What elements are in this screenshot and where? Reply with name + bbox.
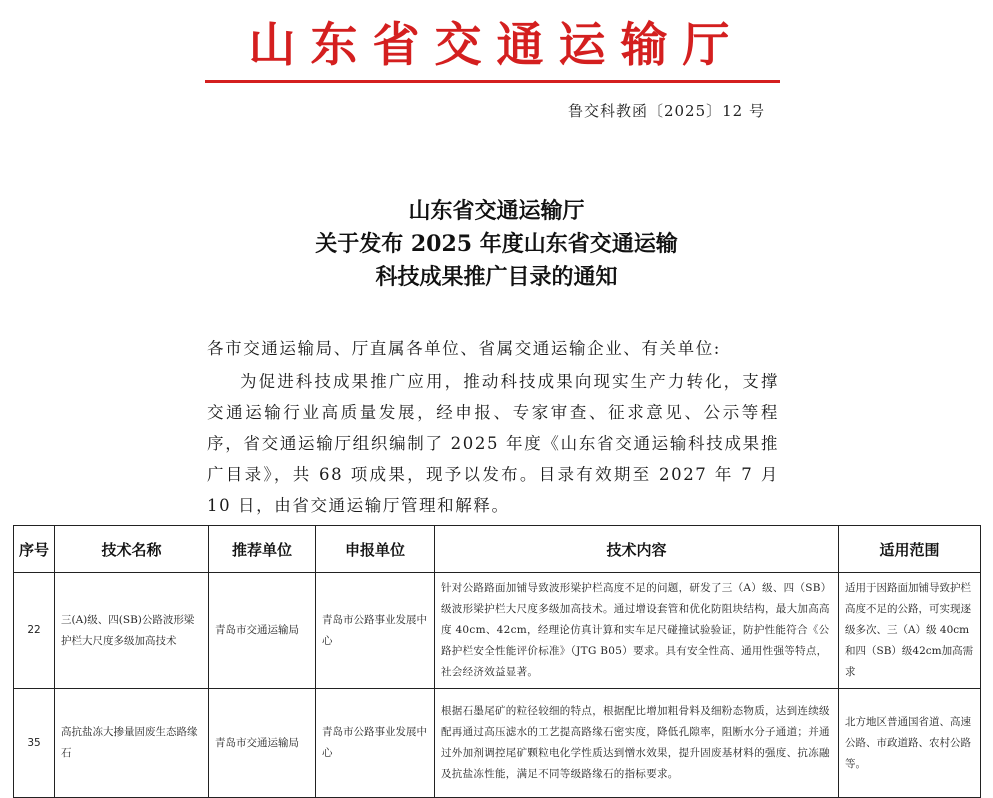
row-scope: 适用于因路面加铺导致护栏高度不足的公路，可实现逐级多次、三（A）级 40cm和四（SB）级42cm加高需求 bbox=[839, 573, 981, 689]
table-row bbox=[14, 573, 981, 689]
letterhead: 山东省交通运输厅 bbox=[248, 18, 745, 73]
row-recommender: 青岛市交通运输局 bbox=[209, 689, 316, 798]
table-row bbox=[14, 689, 981, 798]
header-recommender: 推荐单位 bbox=[209, 526, 316, 573]
row-index: 35 bbox=[14, 689, 55, 798]
catalog-table bbox=[13, 525, 981, 798]
header-tech-content: 技术内容 bbox=[435, 526, 839, 573]
row-tech-content: 根据石墨尾矿的粒径较细的特点，根据配比增加粗骨料及细粉态物质，达到连续级配再通过高压滤水的工艺提高路缘石密实度，降低孔隙率，阻断水分子通道；并通过外加剂调控尾矿颗粒电化学性质达到憎水效果，提升固废基材料的强度、抗冻融及抗盐冻性能，满足不同等级路缘石的指标要求。 bbox=[435, 689, 839, 798]
table-header-row bbox=[14, 526, 981, 573]
header-index: 序号 bbox=[14, 526, 55, 573]
row-index: 22 bbox=[14, 573, 55, 689]
header-applicant: 申报单位 bbox=[316, 526, 435, 573]
row-scope: 北方地区普通国省道、高速公路、市政道路、农村公路等。 bbox=[839, 689, 981, 798]
row-recommender: 青岛市交通运输局 bbox=[209, 573, 316, 689]
red-divider-line bbox=[205, 80, 780, 83]
document-number: 鲁交科教函〔2025〕12 号 bbox=[567, 102, 765, 120]
header-scope: 适用范围 bbox=[839, 526, 981, 573]
row-tech-content: 针对公路路面加铺导致波形梁护栏高度不足的问题，研发了三（A）级、四（SB）级波形梁护栏大尺度多级加高技术。通过增设套管和优化防阻块结构，最大加高高度 40cm、42cm，经理论仿真计算和实车足尺碰撞试验验证，防护性能符合《公路护栏安全性能评价标准》（JTG B05）要求。具有安全性高、通用性强等特点，社会经济效益显著。 bbox=[435, 573, 839, 689]
row-tech-name: 三(A)级、四(SB)公路波形梁护栏大尺度多级加高技术 bbox=[55, 573, 209, 689]
notice-title-line-1: 山东省交通运输厅 bbox=[408, 198, 585, 224]
header-tech-name: 技术名称 bbox=[55, 526, 209, 573]
row-tech-name: 高抗盐冻大掺量固废生态路缘石 bbox=[55, 689, 209, 798]
notice-title-line-3: 科技成果推广目录的通知 bbox=[375, 264, 618, 290]
notice-title-line-2: 关于发布 2025 年度山东省交通运输 bbox=[315, 231, 678, 257]
row-applicant: 青岛市公路事业发展中心 bbox=[316, 573, 435, 689]
addressee: 各市交通运输局、厅直属各单位、省属交通运输企业、有关单位: bbox=[207, 339, 721, 358]
row-applicant: 青岛市公路事业发展中心 bbox=[316, 689, 435, 798]
notice-paragraph: 为促进科技成果推广应用，推动科技成果向现实生产力转化，支撑交通运输行业高质量发展，经申报、专家审查、征求意见、公示等程序，省交通运输厅组织编制了 2025 年度《山东省交通运输科技成果推广目录》，共 68 项成果，现予以发布。目录有效期至 2027 年 7 月 10 日，由省交通运输厅管理和解释。 bbox=[207, 372, 779, 515]
